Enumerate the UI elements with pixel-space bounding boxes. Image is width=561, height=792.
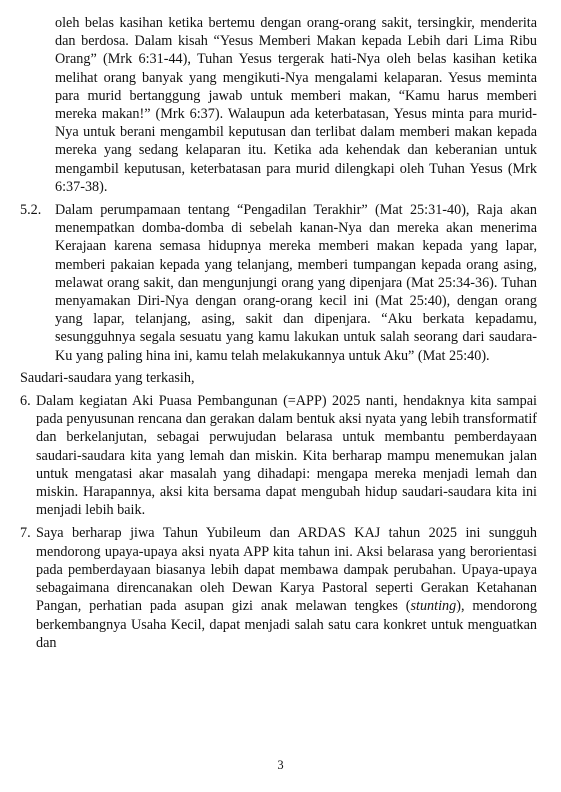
text-segment: Saya berharap jiwa Tahun Yubileum dan ARDAS KAJ tahun 2025 ini sungguh mendorong upaya-upaya aksi nyata APP kita tahun ini. Aksi belarasa yang berorientasi pada pemberdayaan biasanya lebih dapat membawa dampak perubahan. Upaya-upaya sebagaimana direncanakan oleh Dewan Karya Pastoral seperti Gerakan Ketahanan Pangan, perhatian pada asupan gizi anak melawan tengkes ( (36, 525, 537, 615)
list-item-7 (20, 524, 537, 651)
list-item-number: 7. (20, 525, 31, 542)
list-item-text: Dalam kegiatan Aki Puasa Pembangunan (=APP) 2025 nanti, hendaknya kita sampai pada penyusunan rencana dan gerakan dalam bentuk aksi nyata yang lebih transformatif dan berkelanjutan, sebagai perwujudan belarasa untuk membantu pemberdayaan saudari-saudara kita yang lemah dan miskin. Kita berharap mampu menemukan jalan untuk mengatasi akar masalah yang dihadapi: mengapa mereka menjadi lemah dan miskin. Harapannya, aksi kita bersama dapat mengubah hidup saudari-saudara kita ini menjadi lebih baik. (36, 393, 537, 519)
list-item-text: Dalam perumpamaan tentang “Pengadilan Terakhir” (Mat 25:31-40), Raja akan menempatkan domba-domba di sebelah kanan-Nya dan mereka akan menerima Kerajaan karena semasa hidupnya mereka memberi makan kepada yang lapar, memberi pakaian kepada yang telanjang, memberi tumpangan kepada orang asing, melawat orang sakit, dan mengunjungi orang yang dipenjara (Mat 25:34-36). Tuhan menyamakan Diri-Nya dengan orang-orang kecil ini (Mat 25:40), dengan orang yang lapar, telanjang, asing, sakit dan dipenjara. “Aku berkata kepadamu, sesungguhnya segala sesuatu yang kamu lakukan untuk salah seorang dari saudara-Ku yang paling hina ini, kamu telah melakukannya untuk Aku” (Mat 25:40). (55, 202, 537, 364)
list-item-text (36, 524, 537, 651)
list-item-number: 5.2. (20, 202, 42, 219)
text-segment: ), mendorong berkembangnya Usaha Kecil, dapat menjadi salah satu cara konkret untuk menguatkan dan (36, 598, 537, 651)
list-item-number: 6. (20, 393, 31, 410)
greeting-line: Saudari-saudara yang terkasih, (20, 369, 195, 386)
italic-term: stunting (410, 598, 457, 615)
list-item-5-2 (20, 201, 537, 365)
list-item-6 (20, 392, 537, 519)
continued-paragraph: oleh belas kasihan ketika bertemu dengan orang-orang sakit, tersingkir, menderita dan berdosa. Dalam kisah “Yesus Memberi Makan kepada Lebih dari Lima Ribu Orang” (Mrk 6:31-44), Tuhan Yesus tergerak hati-Nya oleh belas kasihan ketika melihat orang banyak yang mengikuti-Nya mengalami kelaparan. Yesus meminta para murid bertanggung jawab untuk memberi makan, “Kamu harus memberi mereka makan!” (Mrk 6:37). Walaupun ada keterbatasan, Yesus minta para murid-Nya untuk berani mengambil keputusan dan terlibat dalam memberi makan kepada mereka yang sedang kelaparan itu. Ketika ada kehendak dan keberanian untuk mengambil keputusan, keterbatasan para murid dilengkapi oleh Tuhan Yesus (Mrk 6:37-38). (55, 15, 537, 195)
page-number: 3 (277, 758, 284, 772)
page-content (20, 14, 537, 652)
